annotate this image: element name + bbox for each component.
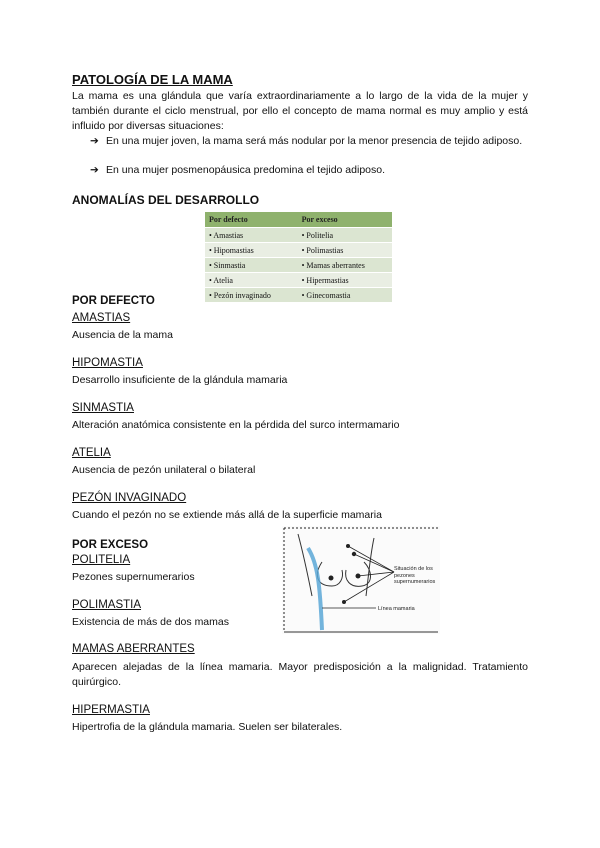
- term-amastias: AMASTIAS: [72, 312, 131, 324]
- anomalias-table: [205, 212, 392, 302]
- por-exceso-heading: POR EXCESO: [72, 539, 149, 551]
- term-sinmastia: SINMASTIA: [72, 402, 134, 414]
- table-cell: • Sinmastia: [205, 258, 298, 273]
- page-title: PATOLOGÍA DE LA MAMA: [72, 72, 233, 87]
- desc-politelia: Pezones supernumerarios: [72, 571, 195, 583]
- desc-hipermastia: Hipertrofia de la glándula mamaria. Suelen ser bilaterales.: [72, 721, 343, 733]
- desc-atelia: Ausencia de pezón unilateral o bilateral: [72, 464, 256, 476]
- desc-mamas-aberrantes: Aparecen alejadas de la línea mamaria. Mayor predisposición a la malignidad. Tratamiento quirúrgico.: [72, 661, 528, 688]
- figure-label-linea: Línea mamaria: [378, 606, 415, 612]
- intro-paragraph: La mama es una glándula que varía extraordinariamente a lo largo de la vida de la mujer y también durante el ciclo menstrual, por ello el concepto de mama normal es muy amplio y está influido por diversas situaciones:: [72, 90, 528, 132]
- table-header: Por exceso: [298, 212, 392, 228]
- term-atelia: ATELIA: [72, 447, 111, 459]
- por-defecto-heading: POR DEFECTO: [72, 295, 155, 307]
- figure-label-situacion: Situación de los pezones supernumerarios: [394, 566, 436, 585]
- bullet-item: [90, 134, 544, 149]
- table-cell: • Amastias: [205, 228, 298, 243]
- table-cell: • Hipomastias: [205, 243, 298, 258]
- term-hipomastia: HIPOMASTIA: [72, 357, 143, 369]
- table-row: [205, 288, 392, 303]
- table-row: [205, 258, 392, 273]
- term-pezon-invaginado: PEZÓN INVAGINADO: [72, 492, 187, 504]
- desc-polimastia: Existencia de más de dos mamas: [72, 616, 229, 628]
- supernumerary-nipples-illustration: [282, 526, 440, 634]
- term-politelia: POLITELIA: [72, 554, 131, 566]
- bullet-text: En una mujer posmenopáusica predomina el tejido adiposo.: [106, 164, 386, 176]
- term-polimastia: POLIMASTIA: [72, 599, 142, 611]
- desc-hipomastia: Desarrollo insuficiente de la glándula mamaria: [72, 374, 288, 386]
- table-row: [205, 228, 392, 243]
- table-cell: • Politelia: [298, 228, 392, 243]
- desc-pezon-invaginado: Cuando el pezón no se extiende más allá de la superficie mamaria: [72, 509, 382, 521]
- bullet-item: [90, 163, 544, 178]
- table-cell: • Ginecomastia: [298, 288, 392, 303]
- table-header: Por defecto: [205, 212, 298, 228]
- arrow-icon: ➔: [90, 135, 99, 147]
- table-cell: • Pezón invaginado: [205, 288, 298, 303]
- anomalias-heading: ANOMALÍAS DEL DESARROLLO: [72, 193, 260, 207]
- table-cell: • Atelia: [205, 273, 298, 288]
- table-cell: • Hipermastias: [298, 273, 392, 288]
- nipple-dot: [329, 576, 334, 581]
- table-cell: • Mamas aberrantes: [298, 258, 392, 273]
- desc-amastias: Ausencia de la mama: [72, 329, 173, 341]
- table-header-row: [205, 212, 392, 228]
- arrow-icon: ➔: [90, 164, 99, 176]
- table-cell: • Polimastias: [298, 243, 392, 258]
- bullet-text: En una mujer joven, la mama será más nodular por la menor presencia de tejido adiposo.: [106, 135, 523, 147]
- desc-sinmastia: Alteración anatómica consistente en la pérdida del surco intermamario: [72, 419, 400, 431]
- term-hipermastia: HIPERMASTIA: [72, 704, 150, 716]
- table-row: [205, 243, 392, 258]
- term-mamas-aberrantes: MAMAS ABERRANTES: [72, 643, 195, 655]
- table-row: [205, 273, 392, 288]
